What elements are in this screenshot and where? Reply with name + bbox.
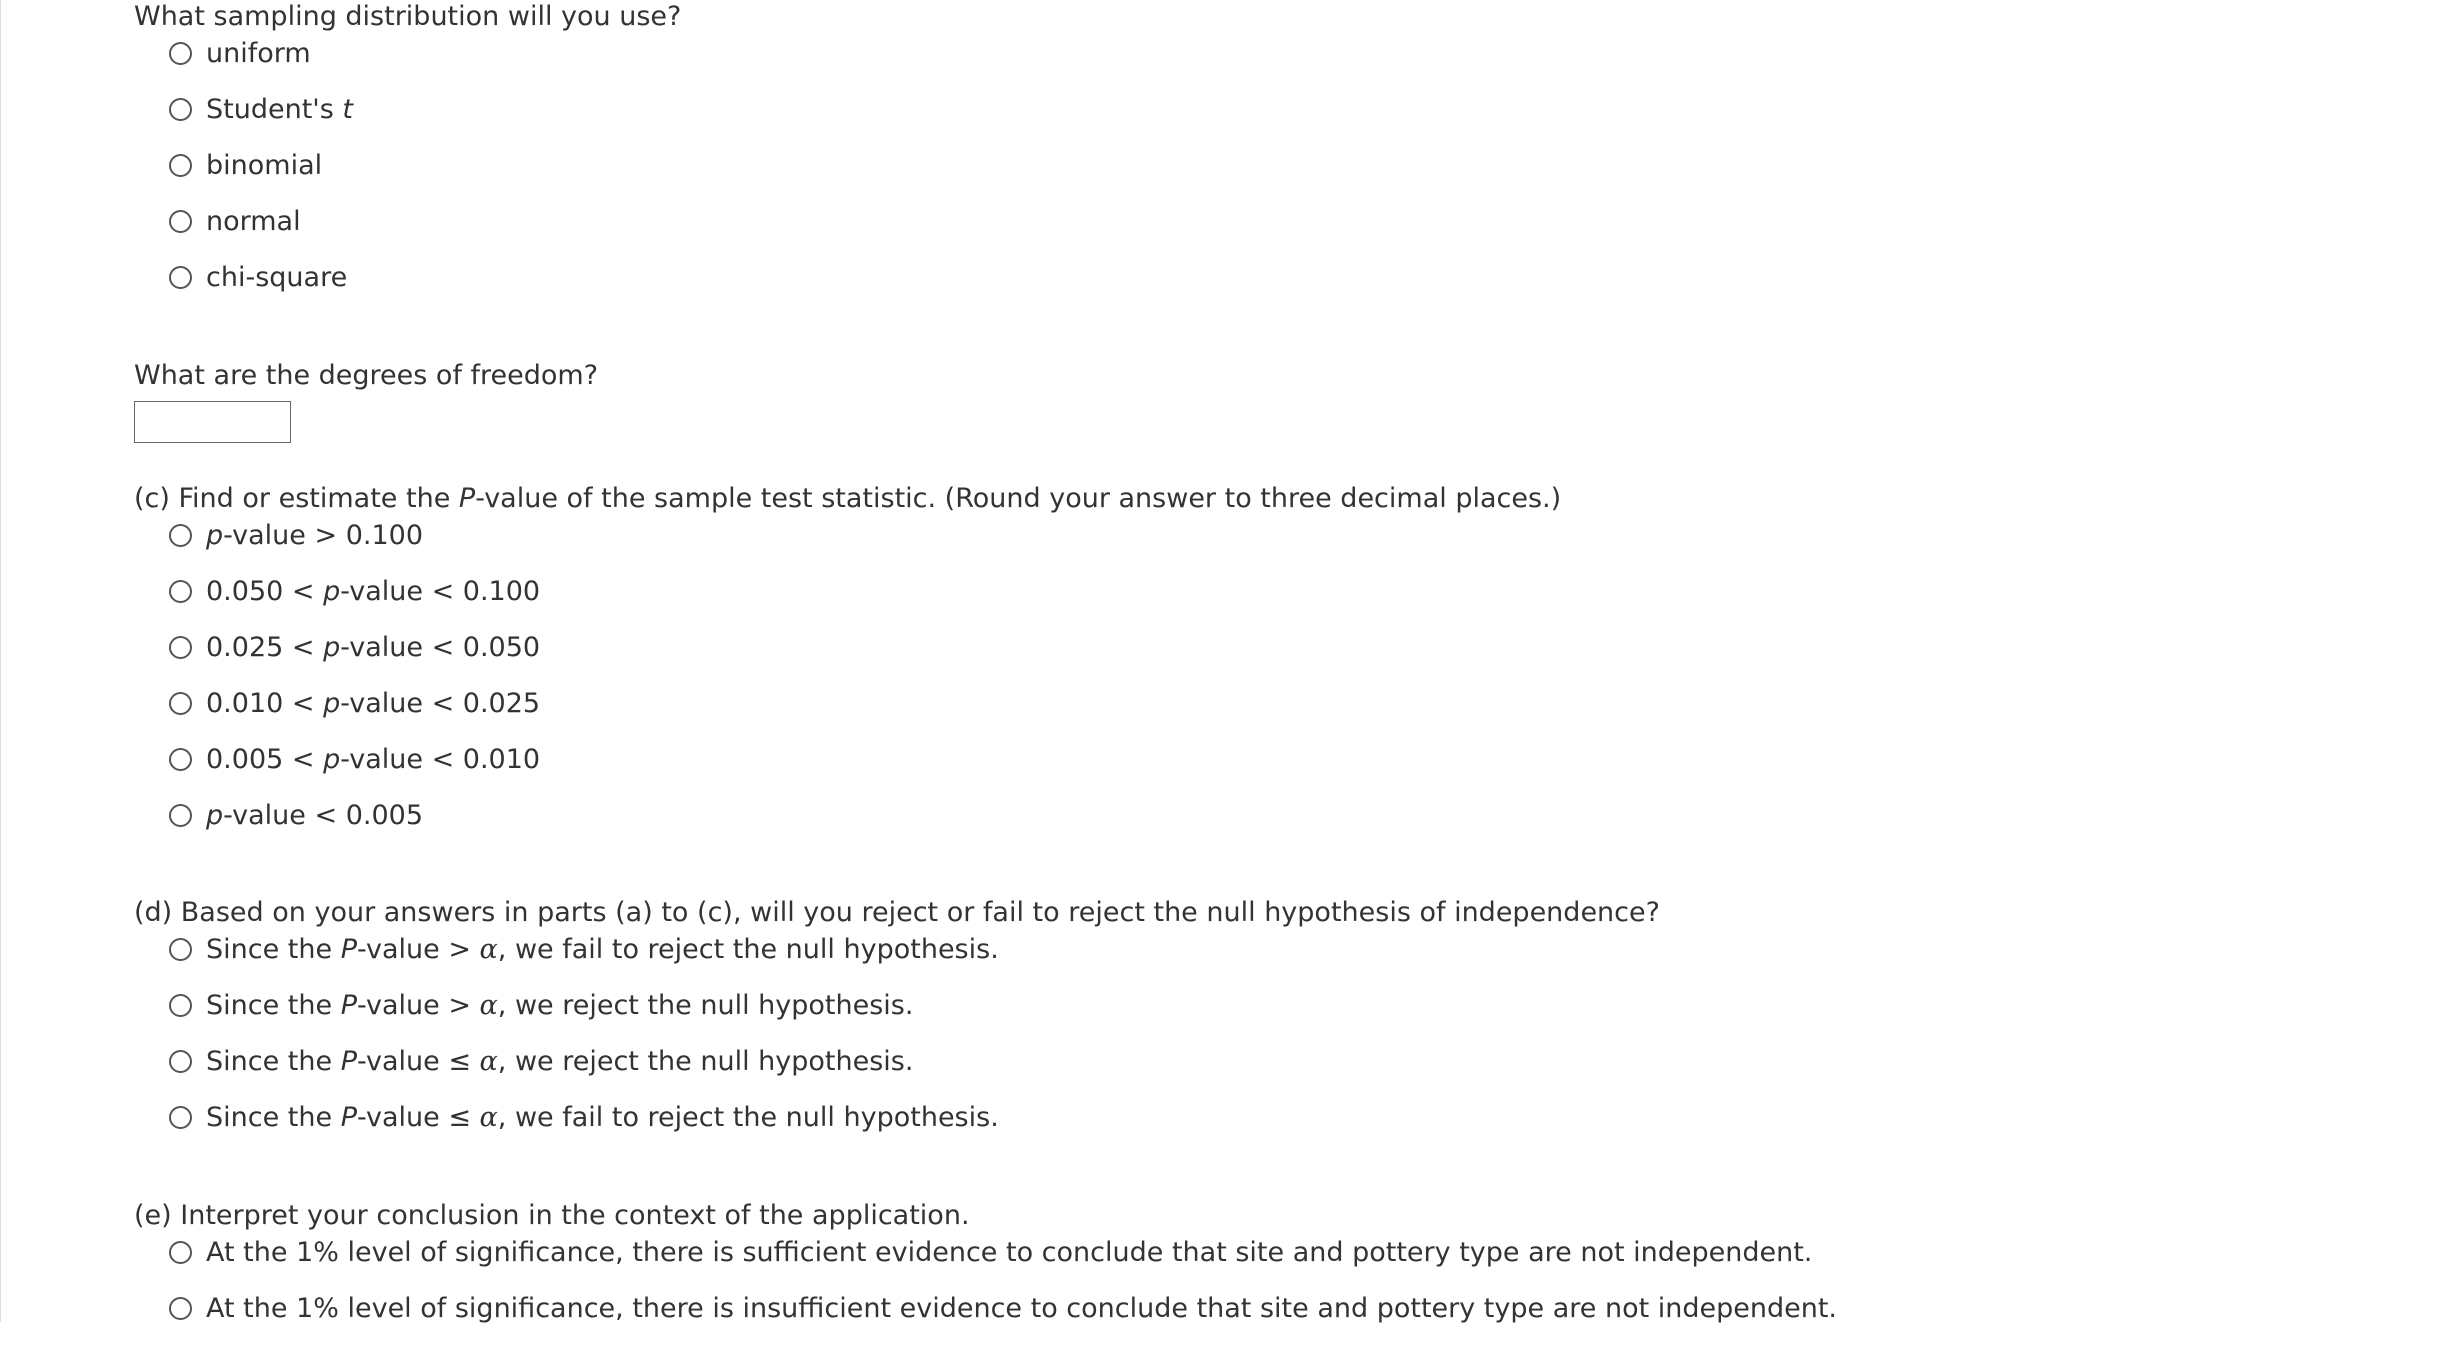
option-label: Student's t — [206, 94, 353, 125]
radio-circle-icon[interactable] — [169, 1241, 192, 1264]
question-text: (d) Based on your answers in parts (a) to (c), will you reject or fail to reject the null hypothesis of independence? — [134, 897, 1660, 928]
radio-circle-icon[interactable] — [169, 1050, 192, 1073]
question-text: What are the degrees of freedom? — [134, 360, 599, 391]
radio-circle-icon[interactable] — [169, 994, 192, 1017]
radio-circle-icon[interactable] — [169, 154, 192, 177]
radio-circle-icon[interactable] — [169, 1106, 192, 1129]
radio-option-interpretation-2[interactable] — [134, 1289, 1837, 1345]
option-label: Since the P-value > α, we fail to reject the null hypothesis. — [206, 934, 999, 965]
option-label: Since the P-value ≤ α, we reject the null hypothesis. — [206, 1046, 914, 1077]
option-label: 0.025 < p-value < 0.050 — [206, 632, 541, 663]
option-label: uniform — [206, 38, 311, 69]
option-label: At the 1% level of significance, there is insufficient evidence to conclude that site and pottery type are not independent. — [206, 1293, 1838, 1324]
question-part-d — [134, 896, 1660, 1154]
radio-group-decision — [134, 930, 1660, 1154]
radio-option-interpretation-1[interactable] — [134, 1233, 1837, 1289]
radio-option-p-value-3[interactable] — [134, 628, 1561, 684]
radio-circle-icon[interactable] — [169, 692, 192, 715]
question-text: (e) Interpret your conclusion in the context of the application. — [134, 1200, 970, 1231]
question-sampling-distribution — [134, 0, 681, 314]
radio-option-binomial[interactable] — [134, 146, 681, 202]
radio-circle-icon[interactable] — [169, 938, 192, 961]
option-label: At the 1% level of significance, there is sufficient evidence to conclude that site and pottery type are not independent. — [206, 1237, 1813, 1268]
option-label: 0.010 < p-value < 0.025 — [206, 688, 541, 719]
radio-option-decision-4[interactable] — [134, 1098, 1660, 1154]
radio-circle-icon[interactable] — [169, 266, 192, 289]
radio-circle-icon[interactable] — [169, 804, 192, 827]
radio-group-sampling-distribution — [134, 34, 681, 314]
option-label: p-value > 0.100 — [206, 520, 423, 551]
radio-option-p-value-2[interactable] — [134, 572, 1561, 628]
option-label: p-value < 0.005 — [206, 800, 423, 831]
radio-option-decision-2[interactable] — [134, 986, 1660, 1042]
radio-option-p-value-1[interactable] — [134, 516, 1561, 572]
question-text: (c) Find or estimate the P-value of the sample test statistic. (Round your answer to three decimal places.) — [134, 483, 1562, 514]
radio-circle-icon[interactable] — [169, 98, 192, 121]
option-label: binomial — [206, 150, 323, 181]
radio-group-p-value — [134, 516, 1561, 852]
radio-circle-icon[interactable] — [169, 748, 192, 771]
radio-circle-icon[interactable] — [169, 1297, 192, 1320]
radio-option-p-value-6[interactable] — [134, 796, 1561, 852]
option-label: chi-square — [206, 262, 348, 293]
radio-circle-icon[interactable] — [169, 524, 192, 547]
radio-option-uniform[interactable] — [134, 34, 681, 90]
question-part-c — [134, 482, 1561, 852]
option-label: 0.050 < p-value < 0.100 — [206, 576, 541, 607]
question-text: What sampling distribution will you use? — [134, 1, 682, 32]
degrees-of-freedom-input[interactable] — [134, 401, 291, 443]
radio-circle-icon[interactable] — [169, 636, 192, 659]
radio-circle-icon[interactable] — [169, 42, 192, 65]
radio-circle-icon[interactable] — [169, 210, 192, 233]
option-label: 0.005 < p-value < 0.010 — [206, 744, 541, 775]
radio-group-interpretation — [134, 1233, 1837, 1345]
radio-option-chi-square[interactable] — [134, 258, 681, 314]
radio-option-students-t[interactable] — [134, 90, 681, 146]
question-part-e — [134, 1199, 1837, 1345]
question-degrees-of-freedom — [134, 359, 598, 443]
option-label: Since the P-value > α, we reject the null hypothesis. — [206, 990, 914, 1021]
radio-option-decision-1[interactable] — [134, 930, 1660, 986]
radio-circle-icon[interactable] — [169, 580, 192, 603]
radio-option-p-value-4[interactable] — [134, 684, 1561, 740]
radio-option-p-value-5[interactable] — [134, 740, 1561, 796]
option-label: normal — [206, 206, 301, 237]
radio-option-normal[interactable] — [134, 202, 681, 258]
option-label: Since the P-value ≤ α, we fail to reject the null hypothesis. — [206, 1102, 999, 1133]
page-left-border — [0, 0, 1, 1322]
radio-option-decision-3[interactable] — [134, 1042, 1660, 1098]
